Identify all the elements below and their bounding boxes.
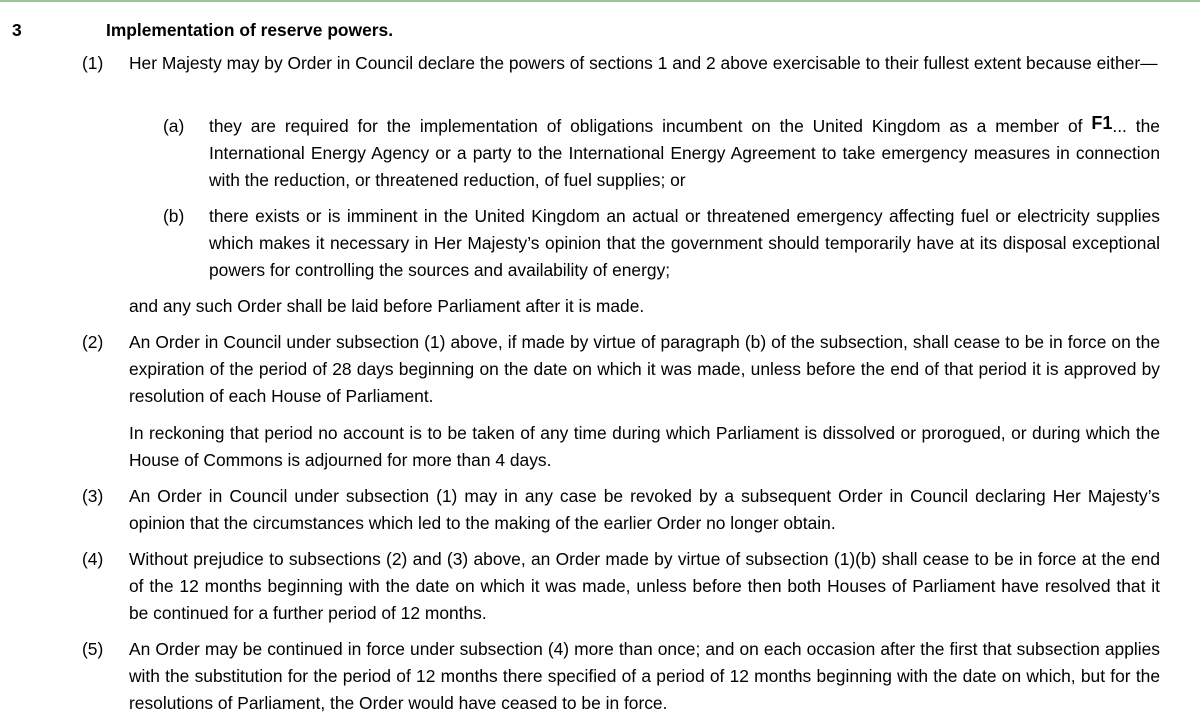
subsection-1-closing: and any such Order shall be laid before Parliament after it is made. [129,296,645,316]
top-divider [0,0,1200,2]
paragraph-a-text [209,113,1160,194]
subsection-2-text: An Order in Council under subsection (1) above, if made by virtue of paragraph (b) of the subsection, shall cease to be in force on the expiration of the period of 28 days beginning on the date on which it was made, unless before the end of that period it is approved by resolution of each House of Parliament. [129,332,1160,406]
subsection-5-number: (5) [82,639,104,659]
amendment-link-f1[interactable]: F1 [1091,113,1113,133]
subsection-2-number: (2) [82,332,104,352]
section-title: Implementation of reserve powers. [106,20,394,40]
paragraph-b-label: (b) [163,206,185,226]
paragraph-a-text-after: ... the International Energy Agency or a party to the International Energy Agreement to take emergency measures in connection with the reduction, or threatened reduction, of fuel supplies; or [209,116,1160,190]
section-number: 3 [12,20,22,40]
subsection-5-text: An Order may be continued in force under subsection (4) more than once; and on each occasion after the first that subsection applies with the substitution for the period of 12 months there specified of a period of 12 months beginning with the date on which, but for the resolutions of Parliament, the Order would have ceased to be in force. [129,639,1160,713]
subsection-1-number: (1) [82,53,104,73]
subsection-1-text: Her Majesty may by Order in Council declare the powers of sections 1 and 2 above exercisable to their fullest extent because either— [129,53,1158,73]
subsection-2-text-continued: In reckoning that period no account is to be taken of any time during which Parliament is dissolved or prorogued, or during which the House of Commons is adjourned for more than 4 days. [129,423,1160,470]
paragraph-a-text-before: they are required for the implementation of obligations incumbent on the United Kingdom as a member of [209,116,1092,136]
subsection-3-number: (3) [82,486,104,506]
paragraph-a-label: (a) [163,116,185,136]
subsection-3-text: An Order in Council under subsection (1) may in any case be revoked by a subsequent Order in Council declaring Her Majesty’s opinion that the circumstances which led to the making of the earlier Order no longer obtain. [129,486,1160,533]
subsection-4-number: (4) [82,549,104,569]
subsection-4-text: Without prejudice to subsections (2) and (3) above, an Order made by virtue of subsection (1)(b) shall cease to be in force at the end of the 12 months beginning with the date on which it was made, unless before then both Houses of Parliament have resolved that it be continued for a further period of 12 months. [129,549,1160,623]
paragraph-b-text: there exists or is imminent in the United Kingdom an actual or threatened emergency affecting fuel or electricity supplies which makes it necessary in Her Majesty’s opinion that the government should temporarily have at its disposal exceptional powers for controlling the sources and availability of energy; [209,206,1160,280]
